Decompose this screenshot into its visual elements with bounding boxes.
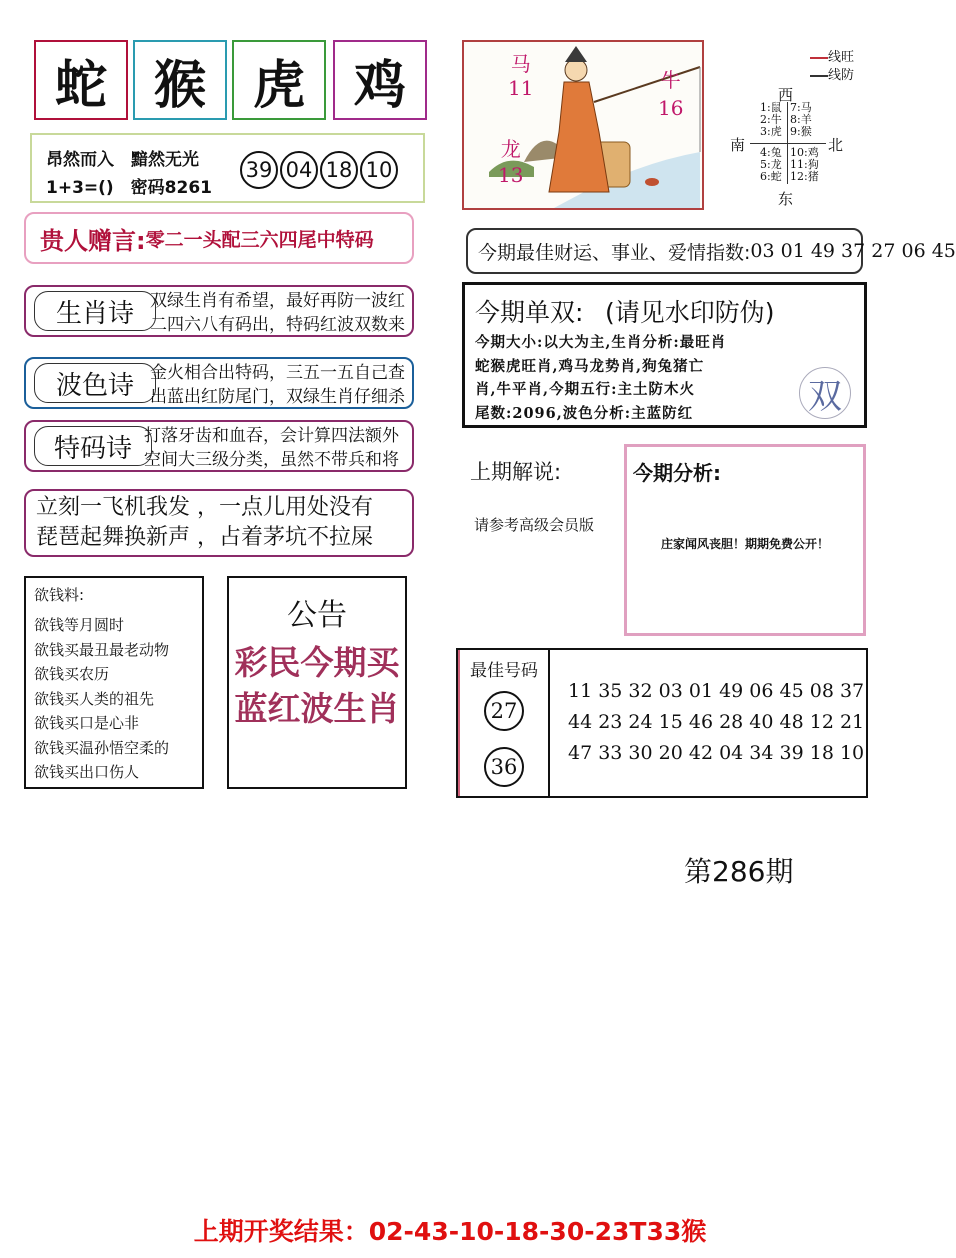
poem-line: 打落牙齿和血吞，会计算四法额外 — [144, 426, 399, 446]
couplet-line-1: 立刻一飞机我发 ，一点儿用处没有 — [36, 495, 373, 520]
riddle-numbers — [240, 151, 400, 189]
tip-text: 零二一头配三六四尾中特码 — [145, 228, 374, 251]
yuqian-line: 欲钱买出口伤人 — [34, 763, 140, 781]
best-number-circle: 36 — [484, 747, 524, 787]
notice-box — [227, 576, 407, 789]
odd-even-title: 今期单双: — [475, 298, 584, 327]
compass-south: 南 — [730, 136, 746, 154]
poem-box-tema — [24, 420, 414, 472]
label-animal: 龙 — [500, 137, 521, 161]
compass-item: 11:狗 — [790, 158, 819, 171]
compass-item: 12:猪 — [790, 170, 819, 183]
compass-item: 5:龙 — [760, 158, 782, 171]
yuqian-title: 欲钱料: — [34, 586, 85, 604]
label-animal: 马 — [510, 52, 531, 76]
poem-box-bose — [24, 357, 414, 409]
compass-bottom-left — [760, 147, 782, 183]
tip-banner — [24, 212, 414, 264]
compass-item: 8:羊 — [790, 113, 812, 126]
yuqian-line: 欲钱买温孙悟空柔的 — [34, 738, 170, 757]
poem-line: 出蓝出红防尾门，双绿生肖仔细杀 — [150, 387, 405, 407]
last-result-banner: 上期开奖结果：02-43-10-18-30-23T33猴 — [193, 1217, 707, 1246]
compass-bottom-right — [790, 147, 819, 183]
riddle-number: 39 — [240, 151, 278, 189]
compass-item: 1:鼠 — [760, 101, 782, 114]
best-numbers-box — [456, 648, 868, 798]
last-period-text: 请参考高级会员版 — [474, 516, 595, 534]
yuqian-line: 欲钱买口是心非 — [34, 714, 140, 732]
poem-line: 空间大三级分类，虽然不带兵和将 — [144, 450, 399, 470]
couplet-box — [24, 489, 414, 557]
compass-item: 7:马 — [790, 101, 812, 114]
yuqian-line: 欲钱买人类的祖先 — [34, 689, 155, 708]
best-number-circle: 27 — [484, 691, 524, 731]
odd-even-watermark: (请见水印防伪) — [605, 298, 775, 327]
fisherman-picture — [462, 40, 704, 210]
compass-item: 4:兔 — [760, 146, 782, 159]
picture-label-horse — [508, 52, 533, 100]
label-number: 11 — [508, 76, 534, 100]
zodiac-tile-1: 蛇 — [34, 40, 128, 120]
analysis-text: 庄家闻风丧胆！期期免费公开！ — [660, 537, 829, 551]
couplet-line-2: 琵琶起舞换新声 ，占着茅坑不拉屎 — [36, 525, 373, 550]
odd-even-lines — [475, 331, 726, 425]
poem-box-shengxiao — [24, 285, 414, 337]
poem-line: 二四六八有码出，特码红波双数来 — [150, 315, 405, 335]
best-number-row: 11 35 32 03 01 49 06 45 08 37 — [568, 680, 865, 702]
riddle-box — [30, 133, 425, 203]
odd-even-line: 今期大小:以大为主,生肖分析:最旺肖 — [475, 334, 727, 351]
poem-lines — [144, 424, 399, 472]
odd-even-line: 肖,牛平肖,今期五行:主土防木火 — [475, 381, 695, 398]
riddle-number: 18 — [320, 151, 358, 189]
compass-item: 10:鸡 — [790, 146, 819, 159]
yuqian-line: 欲钱买农历 — [34, 665, 110, 683]
poem-lines — [150, 361, 405, 409]
best-number-row: 44 23 24 15 46 28 40 48 12 21 — [568, 711, 865, 733]
poem-line: 金火相合出特码，三五一五自己查 — [150, 363, 405, 383]
compass-north: 北 — [828, 136, 844, 154]
odd-even-line: 蛇猴虎旺肖,鸡马龙势肖,狗兔猪亡 — [475, 357, 705, 375]
poem-label: 生肖诗 — [34, 291, 156, 331]
odd-even-stamp: 双 — [799, 367, 851, 419]
legend-wang — [810, 46, 854, 65]
label-number: 16 — [658, 96, 684, 120]
yuqian-line: 欲钱买最丑最老动物 — [34, 640, 170, 659]
poem-label: 波色诗 — [34, 363, 156, 403]
best-title: 最佳号码 — [470, 661, 538, 681]
compass-east: 东 — [778, 190, 794, 208]
poem-line: 双绿生肖有希望，最好再防一波红 — [150, 291, 405, 311]
poem-label: 特码诗 — [34, 426, 152, 466]
odd-even-box — [462, 282, 867, 428]
compass-diagram — [720, 40, 890, 215]
last-period-title: 上期解说: — [470, 460, 562, 484]
index-label: 今期最佳财运、事业、爱情指数: — [478, 241, 751, 264]
zodiac-tile-2: 猴 — [133, 40, 227, 120]
compass-top-left — [760, 102, 782, 138]
legend-wang-text: 线旺 — [828, 50, 855, 65]
compass-item: 9:猴 — [790, 125, 812, 138]
index-box — [466, 228, 956, 274]
zodiac-tile-4: 鸡 — [333, 40, 427, 120]
compass-item: 3:虎 — [760, 125, 782, 138]
best-left-column — [458, 650, 550, 796]
analysis-title: 今期分析: — [633, 461, 721, 485]
best-number-rows — [568, 676, 864, 769]
notice-line-2: 蓝红波生肖 — [234, 689, 400, 728]
zodiac-tile-3: 虎 — [232, 40, 326, 120]
label-number: 13 — [498, 163, 524, 187]
legend-fang — [810, 64, 854, 83]
legend-fang-text: 线防 — [828, 68, 855, 83]
compass-item: 2:牛 — [760, 113, 782, 126]
picture-label-dragon — [498, 136, 523, 188]
label-animal: 牛 — [660, 68, 681, 92]
yuqian-box — [24, 576, 204, 789]
compass-horizontal-line — [750, 143, 826, 144]
period-label: 第286期 — [684, 855, 794, 888]
riddle-number: 10 — [360, 151, 398, 189]
best-number-row: 47 33 30 20 42 04 34 39 18 10 — [568, 742, 865, 764]
compass-item: 6:蛇 — [760, 170, 782, 183]
yuqian-line: 欲钱等月圆时 — [34, 616, 125, 634]
picture-label-ox — [658, 66, 683, 122]
compass-west: 西 — [778, 86, 794, 104]
riddle-line-2: 1+3=() 密码8261 — [46, 178, 212, 198]
riddle-line-1: 昂然而入 黯然无光 — [46, 150, 199, 170]
index-numbers: 03 01 49 37 27 06 45 — [750, 240, 956, 262]
compass-top-right — [790, 102, 812, 138]
notice-line-1: 彩民今期买 — [234, 643, 400, 682]
riddle-number: 04 — [280, 151, 318, 189]
tip-prefix: 贵人赠言: — [40, 226, 146, 255]
poem-lines — [150, 289, 405, 337]
analysis-box — [624, 444, 866, 636]
notice-title: 公告 — [287, 598, 347, 633]
odd-even-line: 尾数:2096,波色分析:主蓝防红 — [475, 404, 694, 422]
